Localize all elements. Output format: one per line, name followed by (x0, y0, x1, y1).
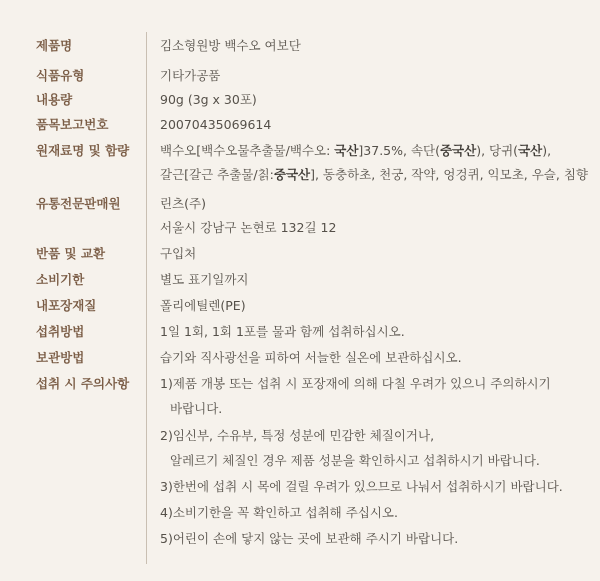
label-product-name: 제품명 (36, 38, 73, 53)
value-food-type: 기타가공품 (160, 68, 221, 83)
origin-korea: 국산 (518, 143, 543, 158)
label-cautions: 섭취 시 주의사항 (36, 376, 130, 391)
value-storage: 습기와 직사광선을 피하여 서늘한 실온에 보관하십시오. (160, 350, 462, 365)
caution-line: 4)소비기한을 꼭 확인하고 섭취해 주십시오. (160, 505, 398, 520)
caution-line: 바랍니다. (170, 401, 223, 416)
value-product-name: 김소형원방 백수오 여보단 (160, 38, 301, 53)
label-food-type: 식품유형 (36, 68, 85, 83)
label-packaging: 내포장재질 (36, 298, 97, 313)
label-storage: 보관방법 (36, 350, 85, 365)
caution-line: 2)임신부, 수유부, 특정 성분에 민감한 체질이거나, (160, 428, 435, 443)
label-report-no: 품목보고번호 (36, 117, 109, 132)
value-intake: 1일 1회, 1회 1포를 물과 함께 섭취하십시오. (160, 324, 405, 339)
origin-china: 중국산 (439, 143, 477, 158)
label-expiry: 소비기한 (36, 272, 85, 287)
origin-china: 중국산 (273, 167, 311, 182)
value-ingredients-line-2: 갈근[갈근 추출물/칡:중국산], 동충하초, 천궁, 작약, 엉겅퀴, 익모초, 우슬, 침향 (160, 167, 588, 182)
value-report-no: 20070435069614 (160, 117, 272, 132)
label-ingredients: 원재료명 및 함량 (36, 143, 130, 158)
origin-korea: 국산 (334, 143, 359, 158)
label-distributor: 유통전문판매원 (36, 196, 121, 211)
caution-line: 1)제품 개봉 또는 섭취 시 포장재에 의해 다칠 우려가 있으니 주의하시기 (160, 376, 551, 391)
value-ingredients-line-1: 백수오[백수오물추출물/백수오: 국산]37.5%, 속단(중국산), 당귀(국산), (160, 143, 552, 158)
caution-line: 3)한번에 섭취 시 목에 걸릴 우려가 있으므로 나눠서 섭취하시기 바랍니다. (160, 479, 563, 494)
label-returns: 반품 및 교환 (36, 246, 106, 261)
value-distributor-address: 서울시 강남구 논현로 132길 12 (160, 220, 337, 235)
label-content: 내용량 (36, 92, 73, 107)
value-expiry: 별도 표기일까지 (160, 272, 249, 287)
value-packaging: 폴리에틸렌(PE) (160, 298, 246, 313)
value-content: 90g (3g x 30포) (160, 92, 257, 107)
value-distributor: 린츠(주) (160, 196, 206, 211)
caution-line: 5)어린이 손에 닿지 않는 곳에 보관해 주시기 바랍니다. (160, 531, 459, 546)
caution-line: 알레르기 체질인 경우 제품 성분을 확인하시고 섭취하시기 바랍니다. (170, 453, 540, 468)
column-divider (146, 32, 147, 564)
label-intake: 섭취방법 (36, 324, 85, 339)
value-returns: 구입처 (160, 246, 197, 261)
